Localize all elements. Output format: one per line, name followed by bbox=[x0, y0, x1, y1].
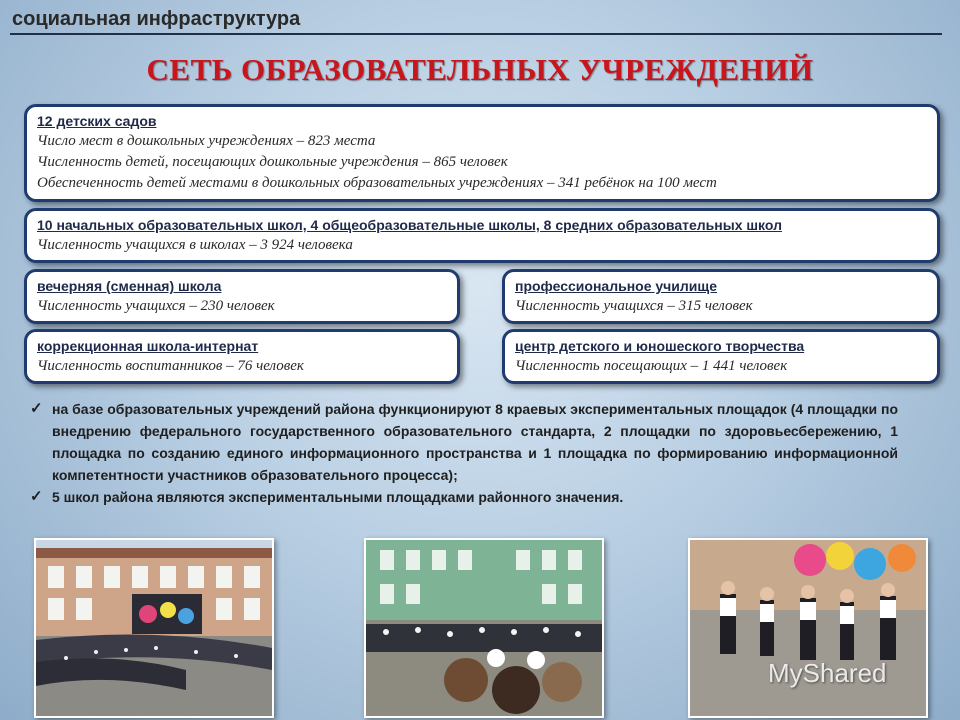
vocational-heading: профессиональное училище bbox=[515, 278, 718, 294]
evening-school-box bbox=[24, 269, 460, 324]
bullet-item bbox=[30, 486, 898, 508]
dance-photo bbox=[688, 538, 928, 718]
boarding-school-heading: коррекционная школа-интернат bbox=[37, 338, 259, 354]
kindergartens-line: Численность детей, посещающих дошкольные учреждения – 865 человек bbox=[37, 154, 508, 170]
creativity-center-line: Численность посещающих – 1 441 человек bbox=[515, 358, 788, 374]
section-title: социальная инфраструктура bbox=[12, 8, 301, 30]
school-yard-photo bbox=[34, 538, 274, 718]
dance-illustration bbox=[690, 540, 926, 716]
schools-line: Численность учащихся в школах – 3 924 человека bbox=[37, 237, 353, 253]
kindergartens-line: Число мест в дошкольных учреждениях – 823 места bbox=[37, 133, 376, 149]
checkmark-icon: ✓ bbox=[30, 400, 43, 417]
section-divider bbox=[10, 33, 942, 35]
evening-school-heading: вечерняя (сменная) школа bbox=[37, 278, 222, 294]
evening-school-line: Численность учащихся – 230 человек bbox=[37, 298, 275, 314]
school-yard-illustration bbox=[36, 540, 272, 716]
bullet-item bbox=[30, 398, 898, 486]
checkmark-icon: ✓ bbox=[30, 488, 43, 505]
schools-box bbox=[24, 208, 940, 263]
page-title: СЕТЬ ОБРАЗОВАТЕЛЬНЫХ УЧРЕЖДЕНИЙ bbox=[146, 52, 814, 87]
creativity-center-box bbox=[502, 329, 940, 384]
vocational-box bbox=[502, 269, 940, 324]
kindergartens-line: Обеспеченность детей местами в дошкольных образовательных учреждениях – 341 ребёнок на 100 мест bbox=[37, 175, 717, 191]
boarding-school-line: Численность воспитанников – 76 человек bbox=[37, 358, 304, 374]
schools-heading: 10 начальных образовательных школ, 4 общеобразовательные школы, 8 средних образовательных школ bbox=[37, 217, 782, 233]
assembly-illustration bbox=[366, 540, 602, 716]
kindergartens-box bbox=[24, 104, 940, 202]
bullet-list bbox=[30, 398, 898, 508]
assembly-photo bbox=[364, 538, 604, 718]
bullet-text: на базе образовательных учреждений района функционируют 8 краевых экспериментальных площадок (4 площадки по внедрению федерального государственного образовательного стандарта, 2 площадки по здоровьесбережению, 1 площадка по созданию единого информационного пространства и 1 площадка по формированию информационной компетентности участников образовательного процесса); bbox=[52, 401, 898, 483]
bullet-text: 5 школ района являются экспериментальными площадками районного значения. bbox=[52, 489, 624, 505]
kindergartens-heading: 12 детских садов bbox=[37, 113, 157, 129]
vocational-line: Численность учащихся – 315 человек bbox=[515, 298, 753, 314]
creativity-center-heading: центр детского и юношеского творчества bbox=[515, 338, 805, 354]
boarding-school-box bbox=[24, 329, 460, 384]
watermark-logo: MyShared bbox=[768, 658, 887, 688]
